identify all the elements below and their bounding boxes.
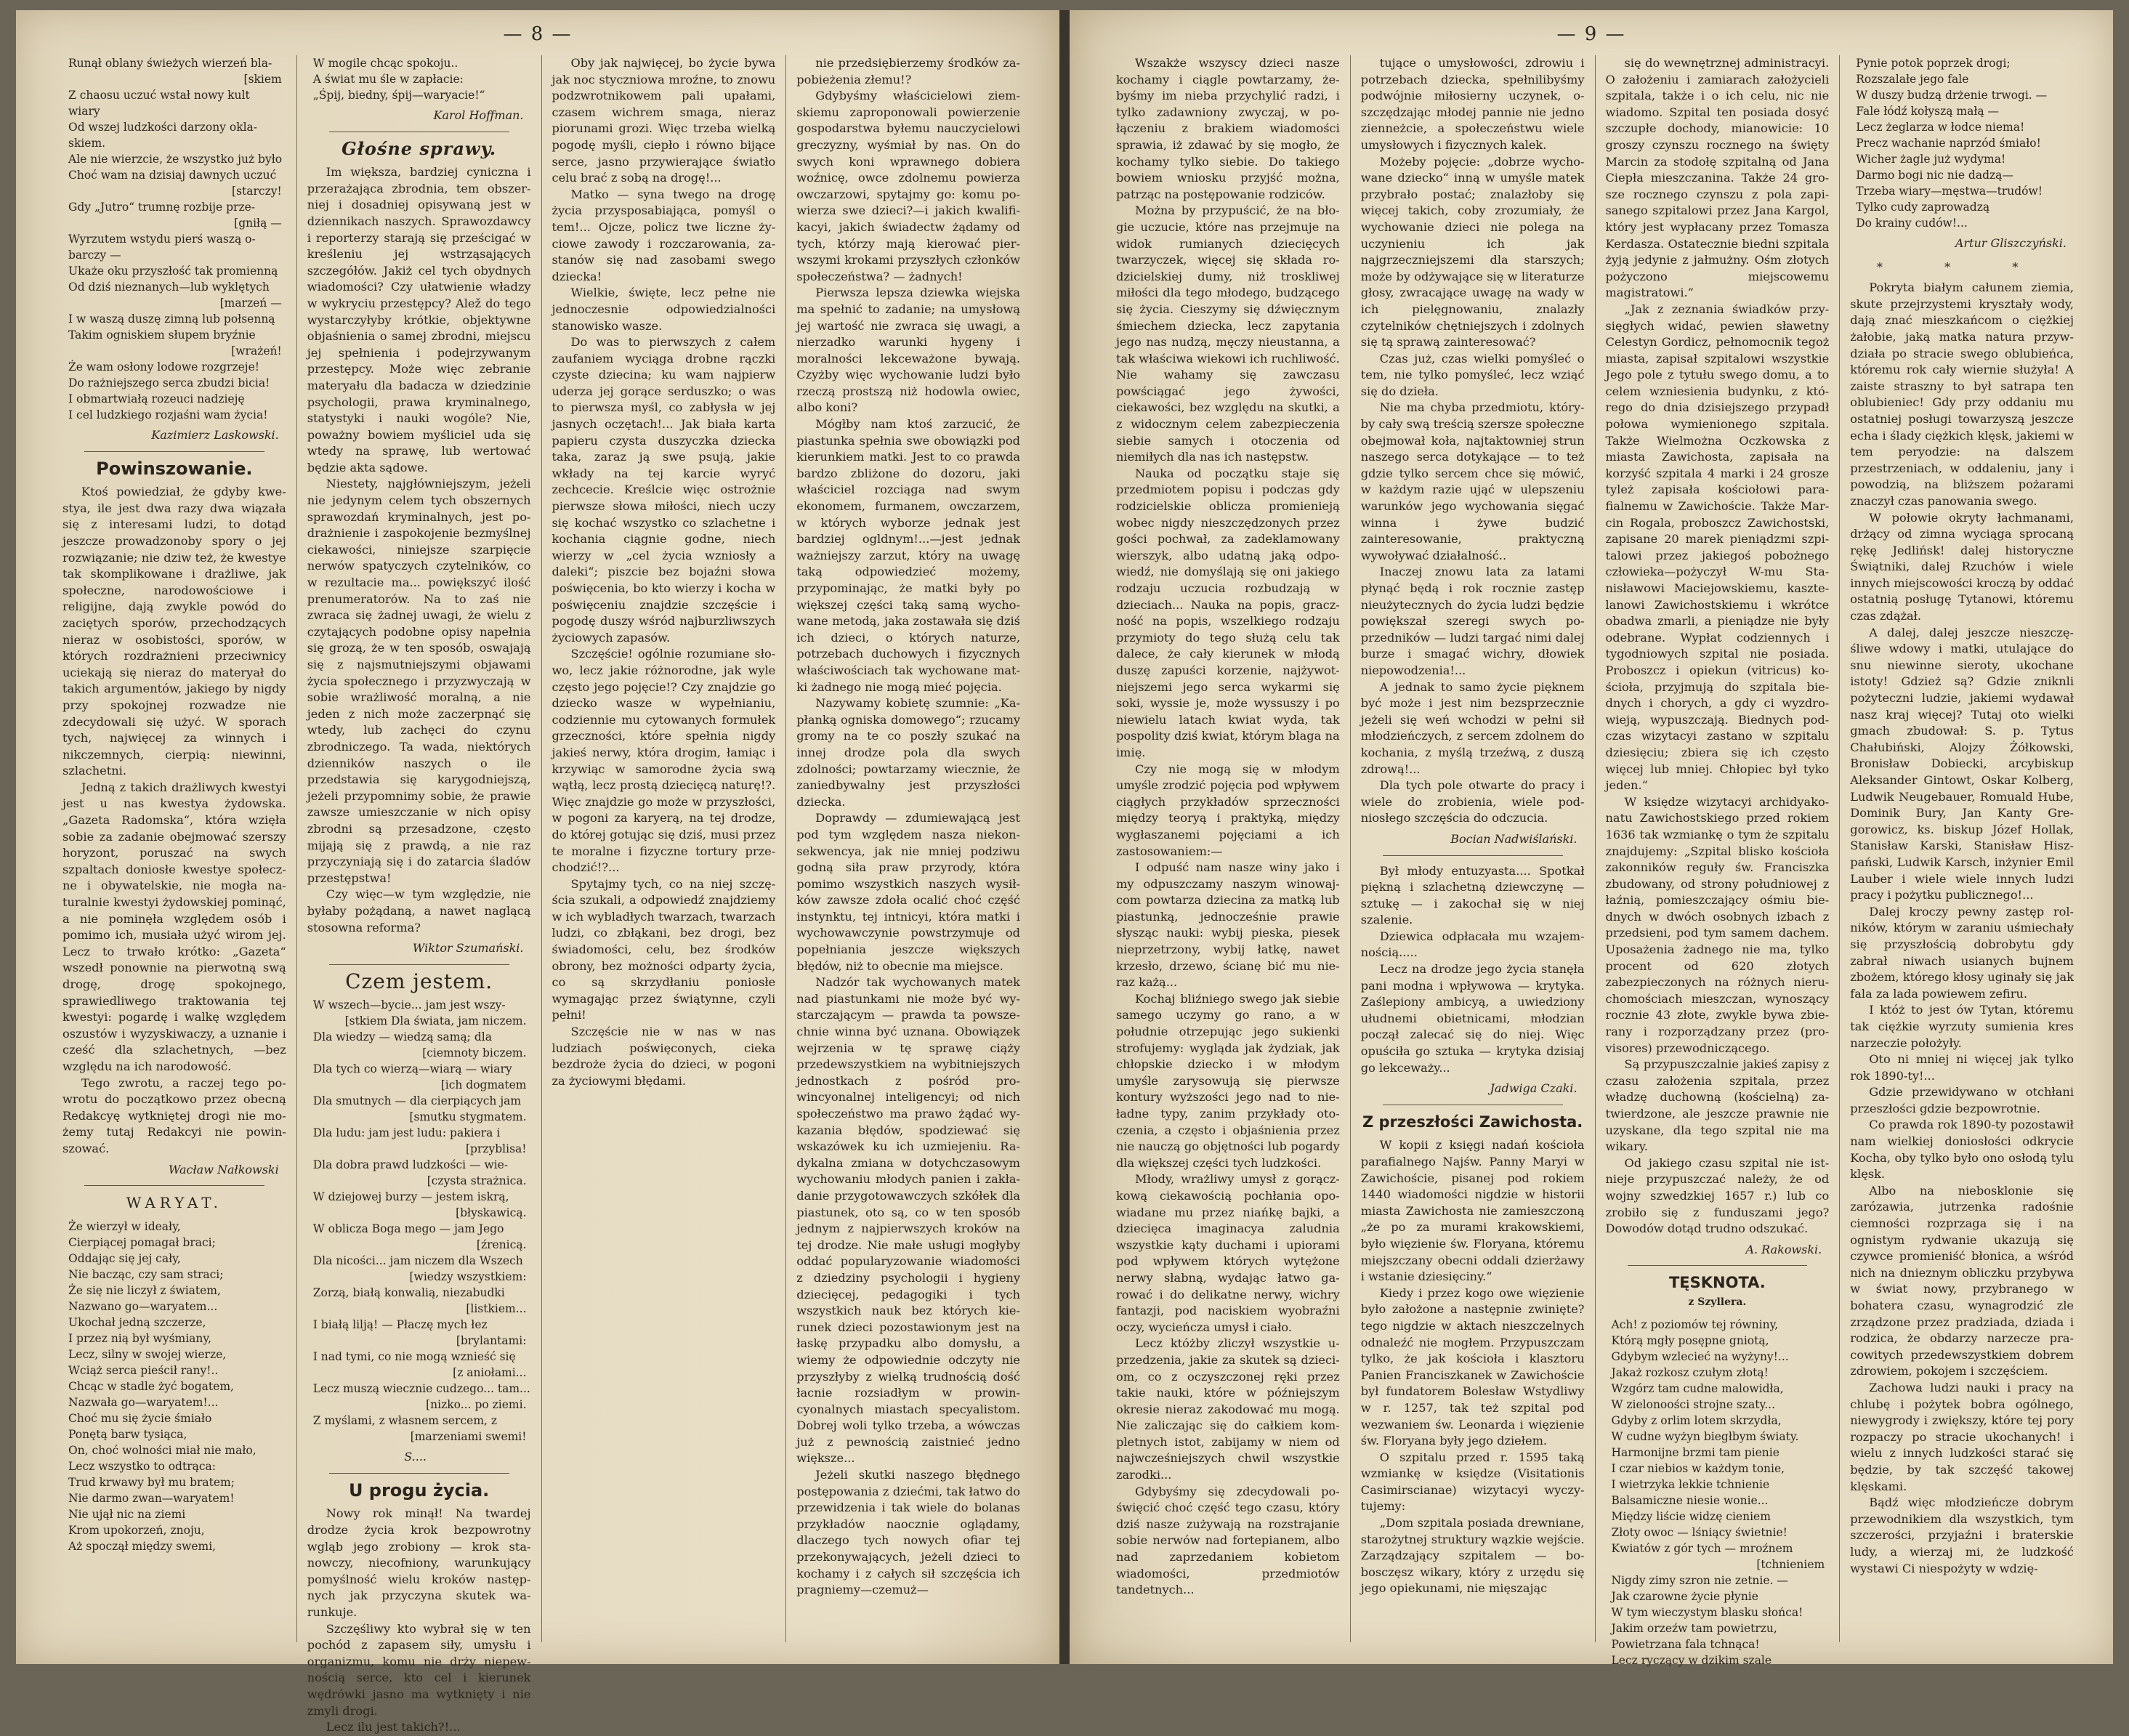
paragraph: Tego zwrotu, a raczej tego powrotu do początkowo przez obecną Redakcyę wytkniętej drogi nie możemy tutaj Redakcyi nie powinszować. [62, 1075, 286, 1155]
paragraph: Czy nie mogą się w młodym umyśle zrodzić pojęcia pod wpływem ciągłych przykładów sprzeczności między teoryą i praktyką, między wygłaszanemi pojęciami a ich zastosowaniem:— [1116, 762, 1340, 858]
paragraph: I któż to jest ów Tytan, któremu tak ciężkie wyrzuty sumienia kres narzeczie położyły. [1850, 1003, 2074, 1050]
paragraph: Młody, wrażliwy umysł z gorączkową ciekawością pochłania opowiadane mu przez niańkę bajki, a dziecięca imaginacya zaludnia wszystkie kąty duchami i upiorami pod wpływem których wytężone nerwy słabną, wydając łatwo garować i do delikatne nerwy, wichry fantazji, pod naciskiem wyobraźni oczy, wycieńcza umysł i ciało. [1116, 1172, 1340, 1334]
poem-tesknota-end [1850, 55, 2074, 231]
divider [329, 964, 509, 965]
paragraph: Jeżeli skutki naszego błędnego postępowania z dziećmi, tak łatwo do przewidzenia i tak wiele do bolanas przykładów naocznie oglądamy, dlaczego tych nowych ofiar tej przekonywających, jeżeli dzieci to kochamy i z całych sił szczęścia ich pragniemy—czemuż— [796, 1468, 1020, 1597]
poem-line: [z aniołami... [453, 1366, 527, 1380]
poem-line: W duszy budzą drżenie trwogi. — [1856, 89, 2048, 102]
signature-hoffman: Karol Hoffman. [433, 108, 524, 122]
paragraph: Albo na niebosklonie się zarózawia, jutrzenka radośnie ciemności rozprzaga się i na ognistym rydwanie ukazują się czywce promieniść błonica, a wśród nich na dnieznym obliczku przybywa w świat nowy, przybranego w bohatera czasu, wynagrodzić zle zrządzone przez pradziada, dziada i rodzica, że obdarzy narzecze pracowitych przedewszystkiem dobrem zdrowiem, pokojem i szczęściem. [1850, 1183, 2074, 1378]
poem-line: Nazwała go—waryatem!... [68, 1395, 219, 1409]
poem-line: I obmartwiałą rozeuci nadzieję [68, 392, 245, 405]
paragraph: Gdzie przewidywano w otchłani przeszłości gdzie bezpowrotnie. [1850, 1085, 2074, 1115]
poem-line: Że się nie liczył z światem, [68, 1283, 221, 1297]
poem-line: Że wam osłony lodowe rozgrzeje! [68, 360, 260, 374]
poem-line: Wciąż serca pieścił rany!.. [68, 1363, 219, 1377]
poem-line: [błyskawicą. [456, 1206, 527, 1220]
poem-line: Takim ogniskiem słupem bryźnie [68, 328, 256, 342]
newspaper-spread [16, 10, 2113, 1735]
article-body-glosne [307, 164, 531, 936]
article-body-col4 [796, 55, 1020, 1599]
poem-line: [ciemnoty biczem. [422, 1046, 527, 1060]
poem-line: Do krainy cudów!... [1856, 217, 1968, 230]
paragraph: Wszakże wszyscy dzieci nasze kochamy i ciągle powtarzamy, żebyśmy im nieba przychylić radzi, i tylko zadawniony zwyczaj, w połączeniu z brakiem wiadomości sprawia, iż zdawać by się mogło, że kochamy tylko siebie. Do takiego bowiem wniosku przyjść można, patrząc na postępowanie rodziców. [1116, 56, 1340, 201]
poem-line: Oddając się jej cały, [68, 1251, 181, 1265]
paragraph: Zachowa ludzi nauki i pracy na chlubę i pożytek bobra ogólnego, niewygrody i zwiększy, które tej pory rozpaczy po stracie ukochanych! i wielu z innych ludzkości starać się będzie, by tak szczęść takowej klęskami. [1850, 1380, 2074, 1493]
article-body-zawichost [1361, 1137, 1585, 1597]
poem-line: A świat mu śle w zapłacie: [312, 73, 464, 86]
poem-line: barczy — [68, 249, 121, 262]
binding-gutter [1059, 10, 1070, 1664]
paragraph: Możeby pojęcie: „dobrze wychowane dziecko“ inną w umyśle matek przybrało postać; znalazłoby się więcej takich, coby zrozumiały, że wychowanie dzieci nie polega na uczynieniu ich jak najgrzeczniejszemi dla starszych; może by odżywające się w literaturze głosy, zwracające uwagę na wady w ich pielęgnowaniu, znalazły czytelników chętniejszych i zdolnych się tą sprawą zainteresować? [1360, 154, 1585, 350]
paragraph: Kiedy i przez kogo owe więzienie było założone a następnie zwinięte? tego nigdzie w aktach nieszczelnych odnaleźć nie mogłem. Przypuszczam tylko, że jak kościoła i klasztoru Panien Franciszkanek w Zawichoście był fundatorem Bolesław Wstydliwy w r. 1257, tak też szpital pod wezwaniem św. Leonarda i więzienie św. Floryana były jego dziełem. [1360, 1285, 1585, 1448]
poem-waryat-end [307, 55, 531, 103]
poem-line: Między liście widzę cieniem [1611, 1509, 1771, 1523]
poem-line: Nie darmo zwan—waryatem! [68, 1491, 235, 1505]
article-title-progu: U progu życia. [348, 1479, 490, 1501]
poem-line: [skiem [243, 73, 282, 86]
poem-line: Ukaże oku przyszłość tak promienną [68, 265, 278, 278]
poem-line: Lecz, silny w swojej wierze, [68, 1347, 227, 1361]
poem-line: W mogile chcąc spokoju.. [312, 57, 458, 70]
poem-line: Dla ludu: jam jest ludu: pakiera i [312, 1126, 501, 1140]
poem-line: wiary [68, 105, 100, 118]
column-2 [297, 55, 542, 1735]
paragraph: Są przypuszczalnie jakieś zapisy z czasu założenia szpitala, przez władzę duchowną (kościelną) zatwierdzone, ale jeszcze prawnie nie uzyskane, dla tego szpital nie ma wikary. [1605, 1057, 1830, 1154]
paragraph: Gdybyśmy się zdecydowali poświęcić choć część tego czasu, który dziś nasze zużywają na rozstrajanie sobie nerwów nad fortepianem, albo nad zaprzedaniem kobietom wiadomości, przedmiotów tandetnych... [1116, 1484, 1340, 1597]
paragraph: Szczęście nie w nas w nas ludziach poświęconych, cieka bezdroże życia do dzieci, w pogoni za życiowymi błędami. [552, 1025, 776, 1088]
article-body-progu-cont [552, 55, 776, 1089]
poem-line: Gdy „Jutro“ trumnę rozbije prze- [68, 201, 256, 214]
poem-line: W tym wieczystym blasku słońca! [1611, 1605, 1803, 1619]
signature-szumanski: Wiktor Szumański. [412, 941, 524, 956]
paragraph: Szczęśliwy kto wybrał się w ten pochód z zapasem siły, umysłu i organizmu, komu nie drży niepewnością serce, kto cel i kierunek wędrówki jasno ma wytknięty i nie zmyli drogi. [307, 1621, 531, 1718]
poem-line: Nigdy zimy szron nie zetnie. — [1611, 1573, 1788, 1587]
paragraph: O szpitalu przed r. 1595 taką wzmiankę w księdze (Visitationis Casimirscianae) wizytacyi wyczytujemy: [1360, 1450, 1585, 1514]
poem-line: [gniłą — [234, 217, 282, 230]
signature-czaki: Jadwiga Czaki. [1490, 1081, 1577, 1096]
paragraph: Niestety, najgłówniejszym, jeżeli nie jedynym celem tych obszernych sprawozdań kryminalnych, jest podrażnienie i zaspokojenie bezmyślnej ciekawości, niniejsze szarpięcie nerwów spatyczych czytelników, co w rezultacie ma... powiększyć ilość prenumeratorów. Na to zaś nie zwraca się żadnej uwagi, że wielu z czytających podobne opisy napełnia się grozą, że w ten sposób, oswajają się z najsmutniejszymi objawami życia społecznego i przyzwyczają w sobie wrażliwość moralną, a nie jeden z nich może zaczerpnąć się wtedy, lub zachęci do czynu zbrodniczego. Ta wada, niektórych dzienników naszych o ile przedstawia się karygodniejszą, jeżeli przypomnimy sobie, że prawie zawsze umieszczanie w nich opisy zbrodni są przesadzone, często mijają się z prawdą, a nie raz przyczyniają się i do zatarcia śladów przestępstwa! [307, 477, 531, 885]
poem-line: [wrażeń! [231, 344, 282, 358]
poem-line: Gdybym wzlecieć na wyżyny!... [1611, 1349, 1789, 1363]
paragraph: W połowie okryty łachmanami, drżący od zimna wyciąga sprocaną rękę Jedlińsk! dalej historyczne Świątniki, dalej Rzuchów i wiele innych miejscowości kroczą by oddać ostatnią posługę Tytanowi, któremu czas zdążał. [1850, 510, 2074, 623]
section-stars: * * * [1876, 259, 2048, 274]
poem-line: Ukochał jedną szczerze, [68, 1315, 206, 1329]
poem-line: Ponętą barw tysiąca, [68, 1427, 187, 1441]
signature-rakowski: A. Rakowski. [1745, 1242, 1822, 1256]
poem-line: Wicher żagle już wydyma! [1856, 153, 2006, 166]
paragraph: Pierwsza lepsza dziewka wiejska ma spełnić to zadanie; na umysłową jej wartość nie zwraca się uwagi, a nierzadko warunki hygeny i moralności lekceważone bywają. Czyżby więc wychowanie ludzi było rzeczą prostszą niż hodowla owiec, albo koni? [796, 286, 1020, 415]
poem-line: W zielonoości strojne szaty... [1611, 1397, 1775, 1411]
paragraph: Ktoś powiedział, że gdyby kwestya, ile jest dwa razy dwa wiązała się z interesami ludzi, to dotąd jeszcze prowadzonoby spory o jej rozwiązanie; nie dziw też, że kwestye tak skomplikowane i drażliwe, jak społeczne, narodowościowe i religijne, dają zwykle powód do zaciętych sporów, przechodzących nieraz w osobistości, sporów, w których rozdrażnieni przeciwnicy uciekają się nieraz do materyał do takich argumentów, jakiego by nigdy przy spokojnej rozwadze nie zdecydowali się użyć. W sporach tych, najwięcej za winnych i nikczemnych, cierpią: niewinni, szlachetni. [62, 485, 286, 778]
poem-line: Którą mgły posępne gniotą, [1611, 1333, 1769, 1347]
poem-line: Że wierzył w ideały, [68, 1219, 181, 1233]
paragraph: Dla tych pole otwarte do pracy i wiele do zrobienia, wiele podniosłego szczęścia do odczucia. [1360, 778, 1585, 825]
paragraph: Jedną z takich drażliwych kwestyi jest u nas kwestya żydowska. „Gazeta Radomska“, która wzięła sobie za zadanie obejmować szerszy horyzont, poruszać na swych szpaltach doniosłe kwestye społeczne i obywatelskie, nie mogła naturalnie kwestyi żydowskiej pominąć, a nie pominęła względem osób i pomimo ich, musiała użyć wirom jej. Lecz to trwało krótko: „Gazeta“ wszedł ponownie na pierwotną swą drogę, drogę spokojnego, sprawiedliwego traktowania tej kwestyi: pogardę i walkę względem oszustów i wyzyskiwaczy, a uznanie i cześć dla szlachetnych, —bez względu na ich narodowość. [62, 780, 286, 1073]
poem-line: Lecz muszą wiecznie cudzego... tam... [312, 1382, 530, 1396]
signature-nalkowski: Wacław Nałkowski [168, 1162, 279, 1176]
column-1 [52, 55, 297, 1642]
column-7 [1596, 55, 1841, 1667]
paragraph: Inaczej znowu lata za latami płynąć będą i rok rocznie zastęp nieużytecznych do życia ludzi będzie powiększał szeregi swych poprzedników — ludzi targać nimi dalej burze i smagać wichry, dłowiek niepowodzenia!... [1360, 565, 1585, 677]
poem-line: Dla tych co wierzą—wiarą — wiary [312, 1062, 512, 1076]
paragraph: A jednak to samo życie pięknem być może i jest nim bezsprzecznie jeżeli się weń wchodzi w pełni sił młodzieńczych, z sercem zdolnem do kochania, z myślą trzeźwą, z duszą zdrową!... [1360, 679, 1585, 776]
poem-title-waryat: WARYAT. [126, 1194, 222, 1212]
poem-line: Z myślami, z własnem sercem, z [312, 1414, 498, 1428]
paragraph: Nadzór tak wychowanych matek nad piastunkami nie może być wystarczającym — prawda ta powszechnie winna być uznana. Obowiązek wejrzenia w tę sprawę ciąży przedewszystkiem na wybitniejszych jednostkach z pośród prowincyonalnej inteligencyi; od nich społeczeństwo ma prawo żądać wykazania błędów, spodziewać się wskazówek ku ich uzmiejeniu. Radykalna zmiana w dotychczasowym wychowaniu młodych panien i zakładanie przygotowawczych szkółek dla piastunek, oto są, co w ten sposób jednym z najpierwszych kroków na tej drodze. Nie małe usługi mogłyby oddać popularyzowanie wiadomości z dziedziny psychologii i hygieny dziecięcej, pedagogiki i tych wszystkich nauk bez których kierunek dzieci pozostawionym jest na łaskę przypadku albo domysłu, a wiemy że odpowiednie odczyty nie przyszłyby z wielką trudnością dość łacnie rozsiadłym w prowincyonalnych miastach specyalistom. Dobrej woli tylko trzeba, a wówczas już z pewnością zaistnieć jedno większe... [796, 975, 1020, 1466]
poem-line: [tchnieniem [1756, 1557, 1825, 1571]
paragraph: Dziewica odpłacała mu wzajemnością..... [1360, 929, 1585, 960]
poem-line: Wyrzutem wstydu pierś waszą o- [68, 233, 256, 246]
poem-line: Chcąc w stadle żyć bogatem, [68, 1379, 234, 1393]
right-columns [1106, 55, 2084, 1667]
page-number-right: — 9 — [1556, 23, 1626, 45]
paragraph: Można by przypuścić, że na błogie uczucie, które nas przejmuje na widok rumianych dziecięcych twarzyczek, więcej się składa rodzicielskiej dumy, niż troskliwej miłości dla tego młodego, budzącego się życia. Cieszymy się dźwięcznym śmiechem dziecka, lecz zapytania jego nas nudzą, męczy nieustanna, a tak właściwa wiekowi ich ruchliwość. Nie wahamy się zawczasu powściągać jego żywości, ciekawości, bez względu na skutki, a z widocznym celem zabezpieczenia siebie samych i otoczenia od niemiłych dla nas ich następstw. [1116, 203, 1340, 464]
poem-line: [marzeniami swemi! [410, 1430, 527, 1444]
article-body-col8 [1850, 280, 2074, 1577]
poem-line: Z chaosu uczuć wstał nowy kult [68, 89, 250, 102]
poem-line: Ale nie wierzcie, że wszystko już było [68, 153, 283, 166]
paragraph: Matko — syna twego na drogę życia przysposabiająca, pomyśl o tem!... Ojcze, policz twe liczne życiowe zawody i rozczarowania, zastanów się nad zasobami swego dziecka! [552, 187, 776, 283]
poem-line: Darmo bogi nic nie dadzą— [1856, 169, 2013, 182]
column-3 [542, 55, 787, 1642]
paragraph: „Dom szpitala posiada drewniane, starożytnej struktury wązkie wejście. Zarządzający szpitalem — bobosczęsz wikary, który z urzędu się jego opiekunami, nie mięszając [1360, 1516, 1585, 1596]
article-title-zawichost: Z przeszłości Zawichosta. [1362, 1113, 1583, 1131]
poem-line: I białą lilją! — Płaczę mych łez [312, 1318, 488, 1332]
poem-line: [źrenicą. [476, 1238, 527, 1252]
paragraph: Czy więc—w tym względzie, nie byłaby pożądaną, a nawet naglącą stosowna reforma? [307, 887, 531, 934]
article-body-mlody [1361, 863, 1585, 1077]
poem-line: I czar niebios w każdym tonie, [1611, 1461, 1785, 1475]
article-title-powinszowanie: Powinszowanie. [96, 458, 253, 479]
poem-line: Do rażniejszego serca zbudzi bicia! [68, 376, 270, 389]
poem-line: [czysta strażnica. [427, 1174, 527, 1188]
paragraph: Co prawda rok 1890-ty pozostawił nam wielkiej doniosłości odkrycie Kocha, oby tylko było ono osłodą tylu klęsk. [1850, 1118, 2074, 1182]
poem-line: I przez nią był wyśmiany, [68, 1331, 212, 1345]
poem-line: I wietrzyka lekkie tchnienie [1611, 1477, 1770, 1491]
poem-line: Lecz ryczący w dzikim szale [1611, 1653, 1772, 1667]
poem-line: On, choć wolności miał nie mało, [68, 1443, 256, 1457]
poem-line: Balsamiczne niesie wonie... [1611, 1493, 1769, 1507]
paragraph: W księdze wizytacyi archidyakonatu Zawichostskiego przed rokiem 1636 tak wzmiankę o tym że szpitalu znajdujemy: „Szpital blisko kościoła zakonników reguły św. Franciszka zbudowany, od strony południowej z łaźnią, pomieszczający ośmiu biednych w dwóch osobnych izbach z przedsieni, pod tym samem dachem. Uposażenia żadnego nie ma, tylko procent od 620 złotych zabezpieczonych na różnych nieruchomościach mieszczan, wynoszący rocznie 43 złote, zwykle bywa zbierany i rozporządzany przez (provisores) przewodniczącego. [1605, 794, 1830, 1055]
left-columns [52, 55, 1030, 1735]
paragraph: I odpuść nam nasze winy jako i my odpuszczamy naszym winowajcom powtarza dziecina za matką lub piastunką, jednocześnie prawie słysząc nauki: wybij pieska, piesek nieprzetrzony, wybij łatkę, nawet krzesło, drzewo, ścianę bić mu nieraz każą... [1116, 860, 1340, 990]
poem-line: [ich dogmatem [440, 1078, 527, 1092]
paragraph: Nie ma chyba przedmiotu, któryby cały swą treścią szersze społeczne obejmował koła, najtaktowniej strun naszego serca dotykające — to też gdzie tylko sercem chce się mówić, w każdym razie ująć w ulepszeniu warunków jego wychowania sięgać winna i żywe budzić zainteresowanie, praktyczną wywoływać działalność.. [1360, 400, 1585, 562]
paragraph: Pokryta białym całunem ziemia, skute przejrzystemi kryształy wody, dają znać mieszkańcom o ciężkiej żałobie, jaką matka natura przywdziała po stracie swego oblubieńca, któremu rok cały wiernie służyła! A zaiste straszny to był satrapa ten oblubieniec! Gdy przy oddaniu mu ostatniej posługi towarzyszą jeszcze echa i ślady ciężkich klęsk, jakiemi w tem peryodzie: na dalszem przestrzeniach, w oddaleniu, jany i powodzią, na bliższem pożarami znaczył czas panowania swego. [1850, 280, 2074, 508]
paragraph: Doprawdy — zdumiewającą jest pod tym względem nasza niekonsekwencya, jak nie mniej podziwu godną siła praw przyrody, która pomimo wszystkich naszych wysiłków zawsze zdoła ocalić choć część instynktu, tej intnicyi, która matki i wychowawczynie powstrzymuje od popełniania jeszcze większych błędów, niż to obecnie ma miejsce. [796, 811, 1020, 973]
paragraph: Gdybyśmy właścicielowi ziemskiemu zaproponowali powierzenie gospodarstwa byłemu nauczycielowi greczyzny, wyśmiał by nas. On do swych koni wprawnego dobiera woźnicę, owce zdolnemu powierza owczarzowi, spytajmy go: komu powierza swe dzieci?—i jakich kwalifikacyi, jakich świadectw żądamy od tych, którzy mają kierować pierwszymi krokami przyszłych członków społeczeństwa? — żadnych! [796, 89, 1020, 283]
paragraph: Lecz któżby zliczył wszystkie uprzedzenia, jakie za skutek są dzieciom, co z oczyszczonej ręki przez takie nauki, które w późniejszym okresie nieraz zakodować mu mogą. Nie zaliczając się do całkiem kompletnych istot, zabijamy w niem od najwcześniejszych chwil wszystkie zarodki... [1116, 1336, 1340, 1482]
paragraph: tujące o umysłowości, zdrowiu i potrzebach dziecka, spełnilibyśmy podwójnie miłosierny uczynek, oszczędzając młodej pannie nie jedno zienneżcie, a społeczeństwu wiele umysłowych i fizycznych kalek. [1360, 56, 1585, 152]
paragraph: „Jak z zeznania świadków przysięgłych widać, pewien sławetny Celestyn Gordicz, pełnomocnik tegoż miasta, zapisał szpitalowi wszystkie Jego pole z tytułu swego domu, a to celem wzniesienia budynku, z którego do dnia dzisiejszego przypadł połowa wymienionego szpitala. Także Wielmożna Oczkowska z miasta Zawichosta, zapisała na korzyść szpitala 4 marki i 24 grosze tyleż zapisała kościołowi parafialnemu w Zawichoście. Także Marcin Rogala, proboszcz Zawichostski, zapisane 20 marek pieniądzmi szpitalowi przez jakiegoś pobożnego człowieka—pożyczył W-mu Stanisławowi Maciejowskiemu, kasztelanowi Zawichostskiemu i wkrótce obadwa zmarli, a pieniądze nie były odebrane. Wypłat codziennych i tygodniowych szpital nie posiada. Proboszcz i opiekun (vitricus) kościoła, przyjmują do szpitala biednych i chorych, a gdy ci wyzdrowieją, wypuszczają. Biednych podczas wizytacyi zastano w szpitalu dziesięciu; zbiera się ich często więcej lub mniej. Chłopiec był tyko jeden.“ [1605, 302, 1830, 793]
poem-runal [62, 55, 286, 423]
paragraph: Wielkie, święte, lecz pełne nie jednoczesnie odpowiedzialności stanowisko wasze. [552, 286, 776, 333]
poem-line: Kwiatów z gór tych — mroźnem [1611, 1541, 1793, 1555]
paragraph: A dalej, dalej jeszcze nieszczęśliwe wdowy i matki, utulające do snu niewinne sieroty, ukochane istoty! Gdzież są? Gdzie zniknli pożyteczni ludzie, jakiemi wydawał nasz kraj więcej? Tutaj oto wielki gmach zbudował: S. p. Tytus Chałubiński, Alojzy Żółkowski, Bronisław Dobiecki, arcybiskup Aleksander Gintowt, Oskar Kolberg, Ludwik Neugebauer, Romuald Hube, Dominik Bury, Jan Kanty Gregorowicz, ks. biskup Józef Hollak, Stanisław Karski, Stanisław Hiszpański, Ludwik Karsch, inżynier Emil Lauber i wiele wiele innych ludzi pracy i pożytku publicznego!... [1850, 625, 2074, 903]
paragraph: W kopii z księgi nadań kościoła parafialnego Najśw. Panny Maryi w Zawichoście, pisanej pod rokiem 1440 wiadomości nigdzie w historii miasta Zawichosta nie zamieszczoną „że po za murami krakowskiemi, było więzienie św. Floryana, któremu miejszczany obecni oddali dzierżawy i wstanie dziesięciny.“ [1360, 1138, 1585, 1284]
poem-line: Zorzą, białą konwalią, niezabudki [312, 1286, 505, 1300]
signature-laskowski: Kazimierz Laskowski. [151, 428, 279, 442]
poem-line: Gdyby z orlim lotem skrzydła, [1611, 1413, 1782, 1427]
right-page [1070, 10, 2113, 1667]
poem-line: Dla wiedzy — wiedzą samą; dla [312, 1030, 492, 1044]
paragraph: Nowy rok minął! Na twardej drodze życia krok bezpowrotny wgląb jego zrobiony — krok stanowczy, niecofniony, warunkujący pomyślność wielu kroków następnych jak przyczyna skutek warunkuje. [307, 1506, 531, 1620]
article-body-col7 [1606, 55, 1830, 1238]
paragraph: się do wewnętrznej administracyi. O założeniu i zamiarach założycieli szpitala, także i o ich celu, nic nie wiadomo. Szpital ten posiada dosyć szczupłe dochody, mianowicie: 10 groszy czynszu rocznego na święty Marcin za stodołę szpitalną od Jana Ciepła mieszczanina. Także 24 grosze rocznego czynszu z pola zapisanego szpitalowi przez Jana Kargol, który jest wypłacany przez Tomasza Kerdasza. Ostatecznie biedni szpitala żyją jedynie z jałmużny. Ośm złotych pożyczono miejscowemu magistratowi.“ [1605, 56, 1830, 300]
poem-line: Choć mu się życie śmiało [68, 1411, 212, 1425]
poem-line: „Śpij, biedny, śpij—waryacie!“ [312, 89, 485, 102]
paragraph: Kochaj bliźniego swego jak siebie samego uczymy go rano, a w południe otrzepując jego sukienki strofujemy: wygląda jak żydziak, jak chłopskie dziecko i w młodym umyśle zarysowują się pierwsze kontury wyższości jego nad to nieładne typy, zanim przykłady otoczenia, a często i objaśnienia przez nie nauczą go objętności lub pogardy dla większej części tych ludzkości. [1116, 991, 1340, 1170]
page-number-left: — 8 — [503, 23, 573, 45]
poem-line: [wiedzy wszystkiem: [409, 1270, 527, 1284]
poem-line: Cierpiącej pomagał braci; [68, 1235, 216, 1249]
divider [1628, 1265, 1808, 1266]
article-body-col5 [1116, 55, 1340, 1599]
column-5 [1106, 55, 1351, 1642]
paragraph: Oto ni mniej ni więcej jak tylko rok 1890-ty!... [1850, 1052, 2074, 1083]
poem-line: [smutku stygmatem. [409, 1110, 527, 1124]
poem-line: Trud krwawy był mu bratem; [68, 1475, 235, 1489]
paragraph: Bądź więc młodzieńcze dobrym przewodnikiem dla wszystkich, tym szczerości, przyjaźni i braterskie ludy, a wierzaj mi, że ludzkość wystawi Ci niespożyty w wdzię- [1850, 1495, 2074, 1575]
article-body-progu [307, 1506, 531, 1735]
poem-line: Nazwano go—waryatem... [68, 1299, 218, 1313]
column-6 [1351, 55, 1596, 1642]
poem-line: [marzeń — [219, 296, 282, 310]
paragraph: nie przedsiębierzemy środków zapobieżenia złemu!? [796, 56, 1020, 86]
paragraph: Był młody entuzyasta.... Spotkał piękną i szlachetną dziewczynę — sztukę — i zakochał się w niej szalenie. [1360, 863, 1585, 927]
paragraph: Czas już, czas wielki pomyśleć o tem, nie tylko pomyśleć, lecz wziąć się do dzieła. [1360, 351, 1585, 398]
column-4 [786, 55, 1030, 1642]
paragraph: Nauka od początku staje się przedmiotem popisu i podczas gdy rodzicielskie oblicza promienieją wobec nigdy nieszczędzonych przez gości pochwał, za zadeklamowany wierszyk, albo udatną jaką odpowiedź, nie domyślają się oni jakiego rodzaju uczucia rozbudzają w dzieciach... Nauka na popis, graczność na popis, wszelkiego rodzaju przymioty do tego służą celu tak dalece, że cały kierunek w młodą duszę zapuści korzenie, najżywotniejszemi jego serca wykarmi się soki, wyssie je, może wyssuszy i po niewielu latach kwiat wyda, tak pospolity dziś kwiat, którym blaga na imię. [1116, 466, 1340, 759]
poem-line: [stkiem Dla świata, jam niczem. [344, 1014, 527, 1028]
column-8 [1840, 55, 2084, 1642]
poem-title-tesknota: TĘSKNOTA. [1668, 1274, 1766, 1292]
poem-line: W cudne wyżyn biegłbym światy. [1611, 1429, 1799, 1443]
article-body-col6 [1361, 55, 1585, 827]
poem-line: Krom upokorzeń, znoju, [68, 1523, 205, 1537]
poem-line: Jak czarowne życie płynie [1611, 1589, 1758, 1603]
signature-bocian: Bocian Nadwiślański. [1450, 831, 1577, 846]
paragraph: Lecz ilu jest takich?!... [326, 1720, 461, 1735]
poem-line: [starczy! [232, 185, 282, 198]
paragraph: Szczęście! ogólnie rozumiane słowo, lecz jakie różnorodne, jak wyle często jego pojęcie!? Czy znajdzie go dziecko wasze w wypełnianiu, codziennie mu cytowanych formułek grzeczności, które spełnia nigdy jakieś nerwy, która drogim, łamiąc i krzywiąc w samorodne życia swą wątłą, lecz prostą dziecięcą naturę!?. Więc znajdzie go może w przyszłości, w pogoni za karyerą, na tej drodze, do której gotując się dziś, musi przez te moralne i fizyczne tortury przechodzić!?... [552, 647, 776, 875]
article-body-powinszowanie [62, 484, 286, 1157]
poem-line: Dla dobra prawd ludzkości — wie- [312, 1158, 509, 1172]
poem-line: Dla nicości... jam niczem dla Wszech [312, 1254, 523, 1268]
paragraph: Im większa, bardziej cyniczna i przerażająca zbrodnia, tem obszerniej i dosadniej opisywaną jest w dziennikach naszych. Sprawozdawcy i reporterzy starają się prześcigać w kreśleniu jej wstrząsających szczegółów. Jakiż cel tych obydnych wiadomości? Czy ułatwienie władzy w wykryciu przestępcy? Alež do tego wystarczyłyby krótkie, objektywne objaśnienia o samej zbrodni, miejscu jej spełnienia i podejrzywanym przestępcy. Może więc zebranie materyału dla badacza w dziedzinie psychologii, prawa kryminalnego, statystyki i nauki wogóle? Nie, poważny bowiem myśliciel uda się wtedy na sprawę, lub wertować będzie akta sądowe. [307, 165, 531, 475]
paragraph: Lecz na drodze jego życia stanęła pani modna i wpływowa — krytyka. Zaślepiony ambicyą, a uwiedziony ułudnemi obietnicami, młodzian począł zalecać się do niej. Więc opuściła go sztuka — krytyka dzisiaj go lekceważy... [1360, 962, 1585, 1075]
poem-line: Tylko cudy zaprowadzą [1856, 201, 1990, 214]
poem-line: Złoty owoc — lśniący świetnie! [1611, 1525, 1787, 1539]
poem-line: Lecz wszystko to odtrąca: [68, 1459, 216, 1473]
left-page [16, 10, 1059, 1735]
poem-line: Jakim orzeźw tam powietrzu, [1611, 1621, 1777, 1635]
paragraph: Do was to pierwszych z całem zaufaniem wyciąga drobne rączki czyste dziecina; ku wam najpierw uderza jej gorące serduszko; o was to pierwsza myśl, co zabłysła w jej jasnych oczętach!... Jak biała karta papieru czysta duszyczka dziecka taka, zaraz ją swe psują, jakie wkłady na tej karcie wyryć zechcecie. Kreślcie więc ostrożnie pierwsze słowa miłości, niech uczy się kochać wszystko co szlachetne i kochania ciągnie godne, niech wierzy w „cel życia wzniosły a daleki“; piszcie bez bojaźni słowa poświęcenia, bo kto wierzy i kocha w poświęceniu znajdzie szczęście i pogodę duszy wśród najburzliwszych życiowych zapasów. [552, 335, 776, 645]
paragraph: Od jakiego czasu szpital nie istnieje przypuszczać należy, że od wojny szwedzkiej 1657 r.) lub co zrobiło się z funduszami jego? Dowodów dotąd trudno odszukać. [1605, 1155, 1830, 1236]
paragraph: Spytajmy tych, co na niej szczęścia szukali, a odpowiedź znajdziemy w ich wybladłych twarzach, twarzach ludzi, co zbłąkani, bez drogi, bez świadomości, celu, bez środków obrony, bez możności odparty życia, co są skrzydłaniu poniosłe wymagając przez świątynne, czyli pełni! [552, 876, 776, 1022]
poem-line: Dla smutnych — dla cierpiących jam [312, 1094, 522, 1108]
poem-line: Lecz żeglarza w łodce niema! [1856, 121, 2025, 134]
poem-line: Choć wam na dzisiaj dawnych uczuć [68, 169, 277, 182]
poem-line: Rozszalałe jego fale [1856, 73, 1969, 86]
poem-line: Jakaż rozkosz czułym złotą! [1611, 1365, 1769, 1379]
poem-line: Nie ujął nic na ziemi [68, 1507, 186, 1521]
poem-line: [brylantami: [456, 1334, 527, 1348]
poem-line: I w waszą duszę zimną lub połsenną [68, 312, 275, 326]
poem-line: Runął oblany świeżych wierzeń bla- [68, 57, 272, 70]
poem-line: [przyblisa! [465, 1142, 527, 1156]
paragraph: Oby jak najwięcej, bo życie bywa jak noc styczniowa mroźne, to znowu podzwrotnikowem pali upałami, czasem wichrem smaga, nieraz piorunami grozi. Więc trzeba wielką pogodę myśli, ciepło i równo bijące serce, jasno przywierające światło celu brać z sobą na drogę!... [552, 56, 776, 185]
poem-line: I cel ludzkiego rozjaśni wam życia! [68, 408, 268, 421]
poem-line: Pynie potok poprzek drogi; [1856, 57, 2011, 70]
signature-s: S.... [404, 1450, 427, 1464]
poem-line: Precz wachanie naprzód śmiało! [1856, 137, 2041, 150]
poem-line: [nizko... po ziemi. [426, 1398, 527, 1412]
paragraph: Dalej kroczy pewny zastęp rolników, którym w zaraniu uśmiechały się przyszłością dobrobytu gdy zabrał niwach usianych bujnem zbożem, którego kłosy uginały się jak fala za lada powiewem zefiru. [1850, 904, 2074, 1001]
poem-line: W oblicza Boga mego — jam Jego [312, 1222, 504, 1236]
poem-line: Wzgórz tam cudne malowidła, [1611, 1381, 1784, 1395]
poem-line: Ach! z poziomów tej równiny, [1611, 1317, 1779, 1331]
poem-line: Od wszej ludzkości darzony oklaskiem. [68, 121, 258, 150]
paragraph: Mógłby nam ktoś zarzucić, że piastunka spełnia swe obowiązki pod kierunkiem matki. Jest to co prawda bardzo zbliżone do dozoru, jaki właściciel rozciąga nad swym ekonomem, furmanem, owczarzem, w których wyborze jednak jest bardziej ogldnym!...—jest jednak ważniejszy zarzut, który na uwagę taką odpowiedzieć możemy, przypominając, że matki były po większej części taką samą wychowane metodą, jaka zostawała się dziś ich dzieci, o których naturze, potrzebach duchowych i fizycznych właściwościach tak wychowane matki żadnego nie mogą mieć pojęcia. [796, 417, 1020, 694]
signature-gliszczynski: Artur Gliszczyński. [1955, 236, 2067, 250]
article-title-glosne: Głośne sprawy. [342, 137, 497, 159]
poem-line: Nie bacząc, czy sam straci; [68, 1267, 224, 1281]
poem-czem-jestem [307, 997, 531, 1445]
poem-waryat [62, 1219, 286, 1554]
poem-subtitle-tesknota: z Szyllera. [1688, 1296, 1747, 1308]
poem-line: Trzeba wiary—męstwa—trudów! [1856, 185, 2043, 198]
poem-line: Fale łódź kołyszą małą — [1856, 105, 2000, 118]
poem-line: Harmonijne brzmi tam pienie [1611, 1445, 1779, 1459]
poem-line: I nad tymi, co nie mogą wznieść się [312, 1350, 516, 1364]
poem-line: [listkiem... [466, 1302, 527, 1316]
divider [84, 1185, 264, 1186]
paragraph: Nazywamy kobietę szumnie: „Kapłanką ogniska domowego“; rzucamy gromy na te co poszły szukać na innej drodze pola dla swych zdolności; powtarzamy wiecznie, że zaniedbywalny jest przyszłości dziecka. [796, 696, 1020, 809]
divider [329, 1473, 509, 1474]
poem-title-czem: Czem jestem. [345, 969, 493, 993]
poem-line: Od dziś nieznanych—lub wyklętych [68, 280, 270, 294]
poem-line: Powietrzana fala tchnąca! [1611, 1637, 1760, 1651]
divider [84, 451, 264, 452]
poem-tesknota [1606, 1317, 1830, 1668]
poem-line: W dziejowej burzy — jestem iskrą, [312, 1190, 509, 1204]
poem-line: Aż spoczął między swemi, [68, 1539, 217, 1553]
poem-line: W wszech—bycie... jam jest wszy- [312, 998, 506, 1012]
divider [1383, 855, 1563, 856]
